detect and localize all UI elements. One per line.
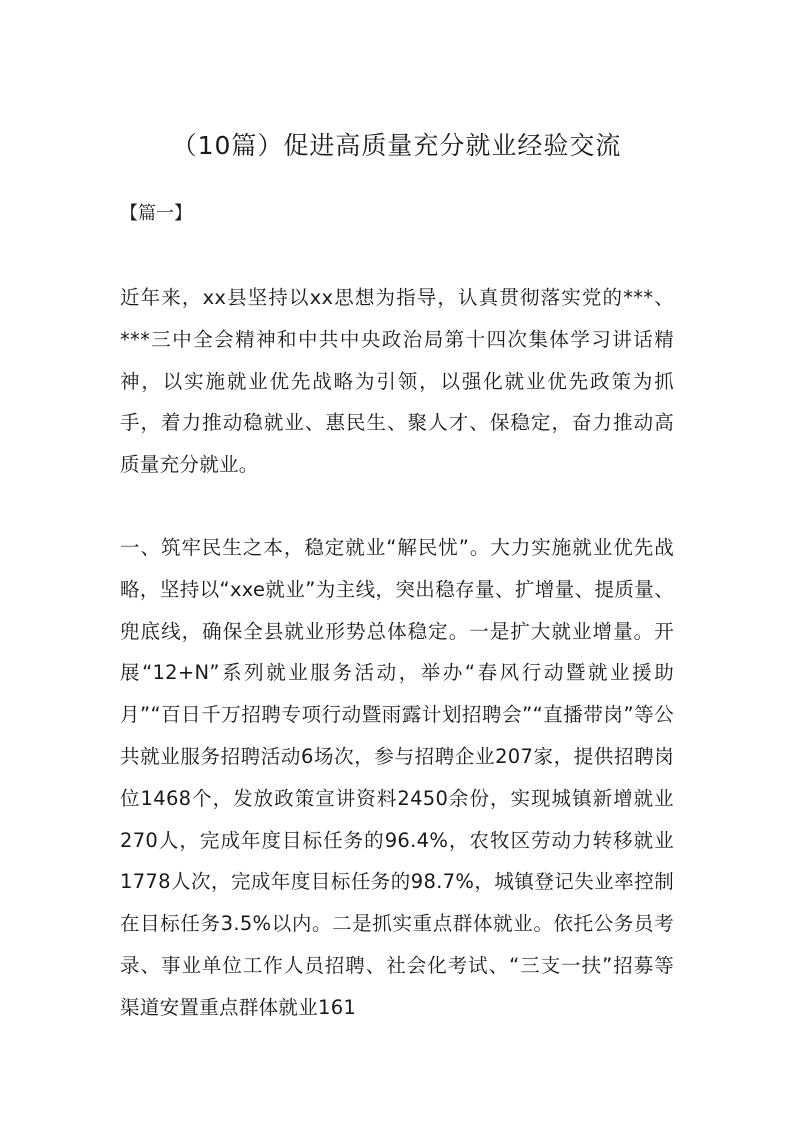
paragraph-intro: 近年来，xx县坚持以xx思想为指导，认真贯彻落实党的***、***三中全会精神和中共中央政治局第十四次集体学习讲话精神，以实施就业优先战略为引领，以强化就业优先政策为抓手，着力推动稳就业、惠民生、聚人才、保稳定，奋力推动高质量充分就业。 [120,286,674,477]
document-title: （10篇）促进高质量充分就业经验交流 [171,131,622,160]
paragraph-section-one: 一、筑牢民生之本，稳定就业“解民忧”。大力实施就业优先战略，坚持以“xxe就业”为主线，突出稳存量、扩增量、提质量、兜底线，确保全县就业形势总体稳定。一是扩大就业增量。开展“12+N”系列就业服务活动，举办“春风行动暨就业援助月”“百日千万招聘专项行动暨雨露计划招聘会”“直播带岗”等公共就业服务招聘活动6场次，参与招聘企业207家，提供招聘岗位1468个，发放政策宣讲资料2450余份，实现城镇新增就业270人，完成年度目标任务的96.4%，农牧区劳动力转移就业1778人次，完成年度目标任务的98.7%，城镇登记失业率控制在目标任务3.5%以内。二是抓实重点群体就业。依托公务员考录、事业单位工作人员招聘、社会化考试、“三支一扶”招募等渠道安置重点群体就业161 [120,536,674,1019]
section-label: 【篇一】 [120,203,192,224]
